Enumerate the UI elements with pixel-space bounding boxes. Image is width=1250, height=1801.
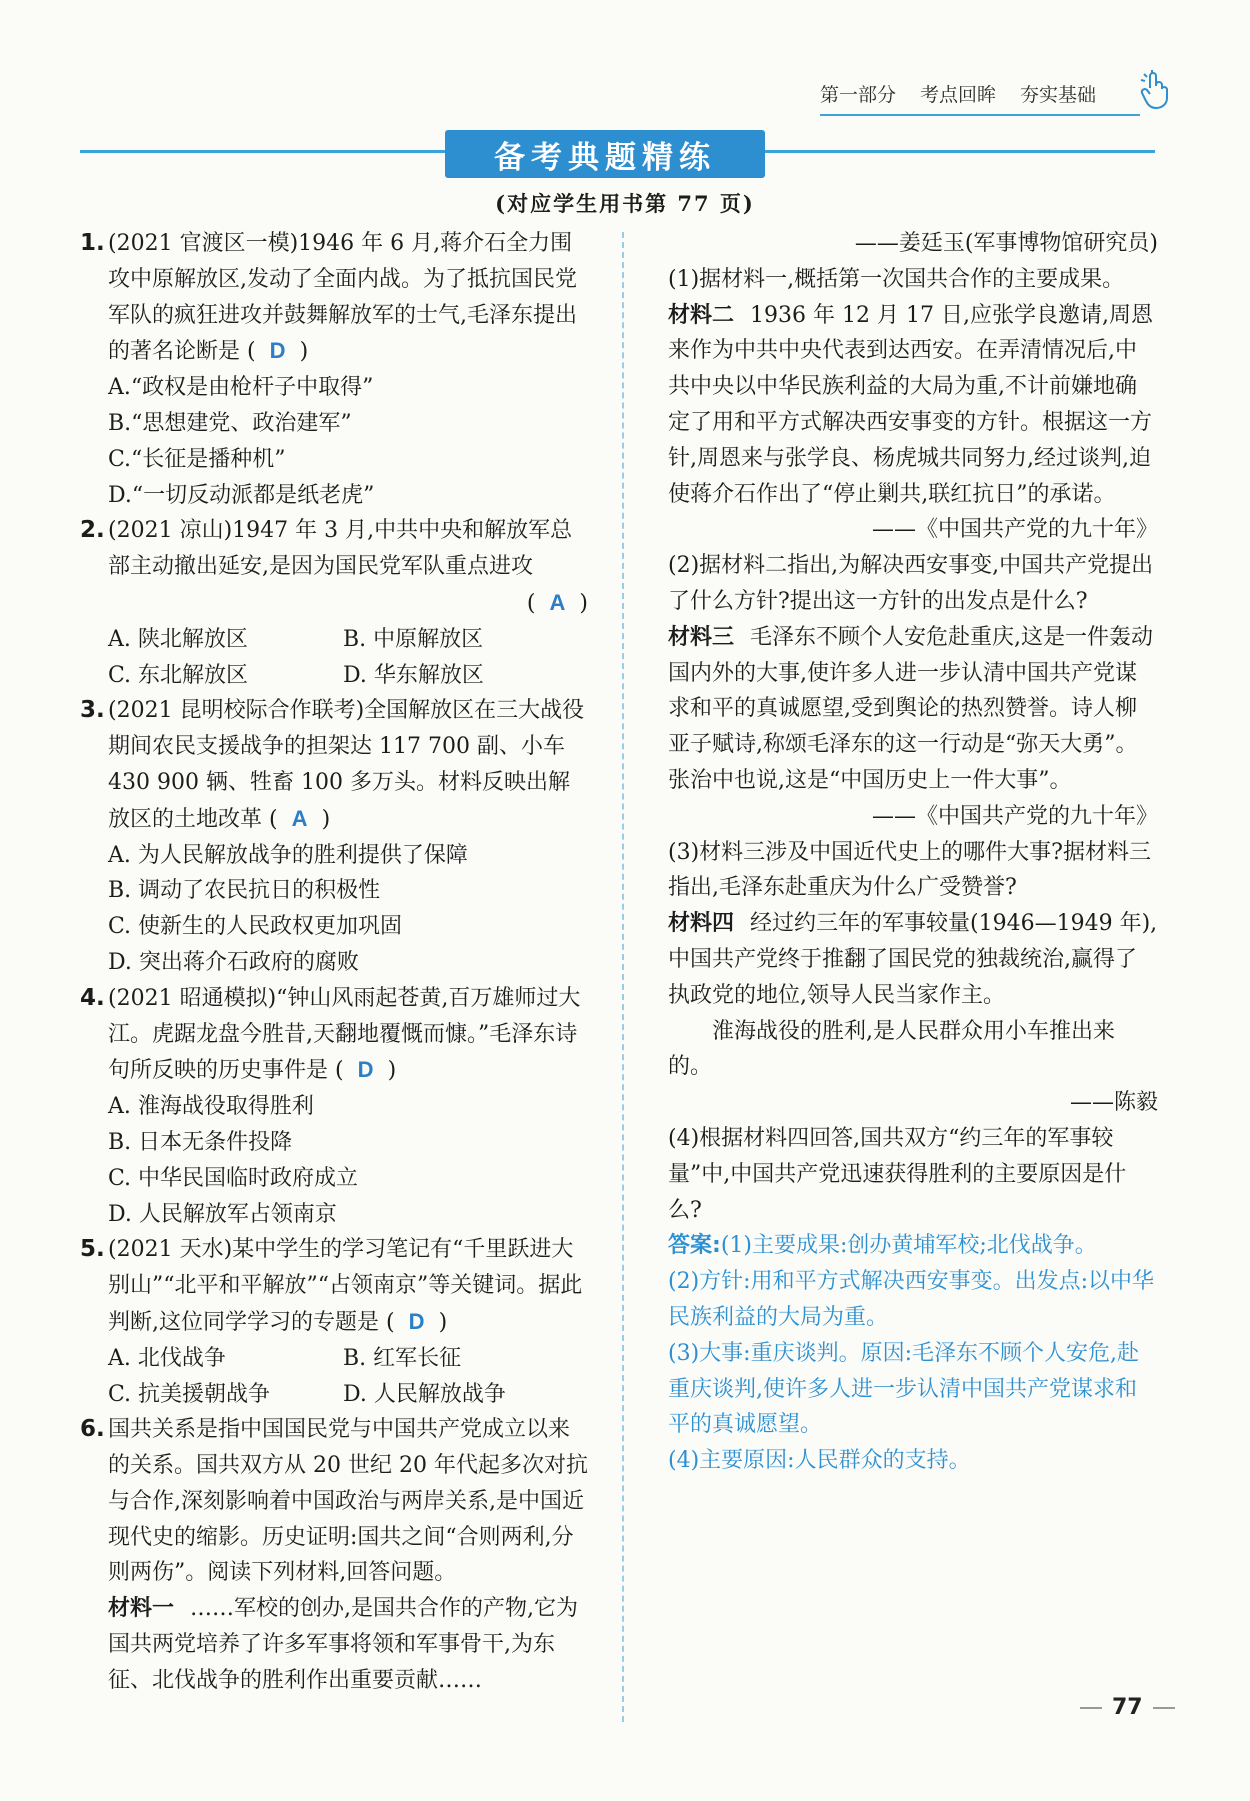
option: D. 人民解放战争 <box>343 1381 506 1407</box>
header-part: 第一部分 <box>820 83 897 106</box>
option: D.“一切反动派都是纸老虎” <box>108 482 375 508</box>
question-2: 2. (2021 凉山)1947 年 3 月,中共中央和解放军总部主动撤出延安,是因为国民党军队重点进攻 ( A ) <box>80 513 588 621</box>
column-divider <box>622 232 624 1722</box>
material-3-label: 材料三 <box>668 624 735 650</box>
question-5-answer: D <box>408 1308 425 1334</box>
answer-key <box>668 1228 1158 1264</box>
option: D. 华东解放区 <box>343 662 484 688</box>
question-1-stem: (2021 官渡区一模)1946 年 6 月,蒋介石全力围攻中原解放区,发动了全面内战。为了抵抗国民党军队的疯狂进攻并鼓舞解放军的士气,毛泽东提出的著名论断是 <box>108 231 577 365</box>
option-row <box>80 1377 588 1413</box>
option: A. 陕北解放区 <box>108 626 248 652</box>
question-4: 4. (2021 昭通模拟)“钟山风雨起苍黄,百万雄师过大江。虎踞龙盘今胜昔,天翻地覆慨而慷。”毛泽东诗句所反映的历史事件是 ( D ) <box>80 981 588 1089</box>
option: C. 中华民国临时政府成立 <box>108 1165 359 1191</box>
subquestion-4: (4)根据材料四回答,国共双方“约三年的军事较量”中,中国共产党迅速获得胜利的主要原因是什么? <box>668 1125 1127 1223</box>
material-3-source: ——《中国共产党的九十年》 <box>871 803 1158 829</box>
header-subtitle: 夯实基础 <box>1020 83 1097 106</box>
option-row <box>80 1341 588 1377</box>
option: A. 为人民解放战争的胜利提供了保障 <box>108 842 468 868</box>
question-2-answer: A <box>549 589 566 615</box>
header-section: 考点回眸 <box>920 83 997 106</box>
question-5: 5. (2021 天水)某中学生的学习笔记有“千里跃进大别山”“北平和平解放”“占领南京”等关键词。据此判断,这位同学学习的专题是 ( D ) <box>80 1232 588 1340</box>
option: B. 日本无条件投降 <box>108 1129 293 1155</box>
option: A. 北伐战争 <box>108 1345 226 1371</box>
option: B. 调动了农民抗日的积极性 <box>108 878 381 904</box>
right-column-content <box>668 226 1158 1479</box>
question-1-answer: D <box>269 338 286 364</box>
option: D. 突出蒋介石政府的腐败 <box>108 949 359 975</box>
subquestion-1: (1)据材料一,概括第一次国共合作的主要成果。 <box>668 266 1125 292</box>
material-1-label: 材料一 <box>108 1596 175 1622</box>
page-number: 77 <box>1070 1695 1185 1720</box>
subquestion-2: (2)据材料二指出,为解决西安事变,中国共产党提出了什么方针?提出这一方针的出发点是什么? <box>668 553 1154 614</box>
material-2-label: 材料二 <box>668 302 735 328</box>
question-2-stem: (2021 凉山)1947 年 3 月,中共中央和解放军总部主动撤出延安,是因为国民党军队重点进攻 <box>108 518 573 580</box>
header-rule <box>820 114 1140 116</box>
material-1-source: ——姜廷玉(军事博物馆研究员) <box>854 231 1158 256</box>
option-row <box>80 658 588 694</box>
option: D. 人民解放军占领南京 <box>108 1201 337 1227</box>
option: C. 使新生的人民政权更加巩固 <box>108 914 403 940</box>
question-4-answer: D <box>357 1057 374 1083</box>
question-4-stem: (2021 昭通模拟)“钟山风雨起苍黄,百万雄师过大江。虎踞龙盘今胜昔,天翻地覆慨而慷。”毛泽东诗句所反映的历史事件是 <box>108 985 581 1084</box>
question-6: 6. 国共关系是指中国国民党与中国共产党成立以来的关系。国共双方从 20 世纪 20 年代起多次对抗与合作,深刻影响着中国政治与两岸关系,是中国近现代史的缩影。历史证明:国共之间“合则两利,分则两伤”。阅读下列材料,回答问题。 <box>80 1412 588 1591</box>
material-4-source: ——陈毅 <box>1069 1090 1158 1116</box>
material-2-source: ——《中国共产党的九十年》 <box>871 517 1158 543</box>
answer-key-2: (2)方针:用和平方式解决西安事变。出发点:以中华民族利益的大局为重。 <box>668 1269 1154 1330</box>
answer-key-3: (3)大事:重庆谈判。原因:毛泽东不顾个人安危,赴重庆谈判,使许多人进一步认清中国共产党谋求和平的真诚愿望。 <box>668 1340 1139 1438</box>
material-4 <box>668 906 1158 1013</box>
question-3-stem: (2021 昆明校际合作联考)全国解放区在三大战役期间农民支援战争的担架达 117 700 副、小车 430 900 辆、牲畜 100 多万头。材料反映出解放区的土地改革 <box>108 698 585 832</box>
material-3-text: 毛泽东不顾个人安危赴重庆,这是一件轰动国内外的大事,使许多人进一步认清中国共产党谋求和平的真诚愿望,受到舆论的热烈赞誉。诗人柳亚子赋诗,称颂毛泽东的这一行动是“弥天大勇”。张治中也说,这是“中国历史上一件大事”。 <box>668 624 1154 793</box>
material-3 <box>668 620 1158 799</box>
answer-key-4: (4)主要原因:人民群众的支持。 <box>668 1448 971 1474</box>
material-2 <box>668 298 1158 513</box>
option: C. 东北解放区 <box>108 662 249 688</box>
material-4-label: 材料四 <box>668 911 735 937</box>
option: C. 抗美援朝战争 <box>108 1381 271 1407</box>
subquestion-3: (3)材料三涉及中国近代史上的哪件大事?据材料三指出,毛泽东赴重庆为什么广受赞誉? <box>668 839 1151 901</box>
material-2-text: 1936 年 12 月 17 日,应张学良邀请,周恩来作为中共中央代表到达西安。在弄清情况后,中共中央以中华民族利益的大局为重,不计前嫌地确定了用和平方式解决西安事变的方针。根据这一方针,周恩来与张学良、杨虎城共同努力,经过谈判,迫使蒋介石作出了“停止剿共,联红抗日”的承诺。 <box>668 302 1153 507</box>
question-1: 1. (2021 官渡区一模)1946 年 6 月,蒋介石全力围攻中原解放区,发动了全面内战。为了抵抗国民党军队的疯狂进攻并鼓舞解放军的士气,毛泽东提出的著名论断是 ( D ) <box>80 226 588 370</box>
option: B.“思想建党、政治建军” <box>108 410 352 436</box>
answer-key-1: (1)主要成果:创办黄埔军校;北伐战争。 <box>720 1233 1097 1259</box>
option: A.“政权是由枪杆子中取得” <box>108 375 374 401</box>
question-6-intro: 国共关系是指中国国民党与中国共产党成立以来的关系。国共双方从 20 世纪 20 年代起多次对抗与合作,深刻影响着中国政治与两岸关系,是中国近现代史的缩影。历史证明:国共之间“合则两利,分则两伤”。阅读下列材料,回答问题。 <box>108 1417 588 1586</box>
section-banner: 备考典题精练 <box>445 130 765 178</box>
material-1-text: ……军校的创办,是国共合作的产物,它为国共两党培养了许多军事将领和军事骨干,为东征、北伐战争的胜利作出重要贡献…… <box>108 1596 579 1693</box>
option: B. 中原解放区 <box>343 626 484 652</box>
option: B. 红军长征 <box>343 1345 462 1371</box>
material-1 <box>80 1591 588 1698</box>
option: C.“长征是播种机” <box>108 446 286 472</box>
banner-note: (对应学生用书第 77 页) <box>495 191 755 216</box>
option: A. 淮海战役取得胜利 <box>108 1094 314 1120</box>
pointing-hand-icon <box>1138 70 1172 110</box>
running-header <box>820 76 1140 110</box>
material-4-text: 经过约三年的军事较量(1946—1949 年),中国共产党终于推翻了国民党的独裁统治,赢得了执政党的地位,领导人民当家作主。 <box>668 911 1158 1008</box>
material-4-quote: 淮海战役的胜利,是人民群众用小车推出来的。 <box>668 1018 1115 1080</box>
question-3-answer: A <box>291 805 308 831</box>
answer-key-label: 答案: <box>668 1233 721 1259</box>
question-3: 3. (2021 昆明校际合作联考)全国解放区在三大战役期间农民支援战争的担架达 117 700 副、小车 430 900 辆、牲畜 100 多万头。材料反映出解放区的土地改革 ( A ) <box>80 693 588 837</box>
question-5-stem: (2021 天水)某中学生的学习笔记有“千里跃进大别山”“北平和平解放”“占领南京”等关键词。据此判断,这位同学学习的专题是 <box>108 1237 583 1335</box>
option-row <box>80 622 588 658</box>
left-column <box>80 226 588 1699</box>
